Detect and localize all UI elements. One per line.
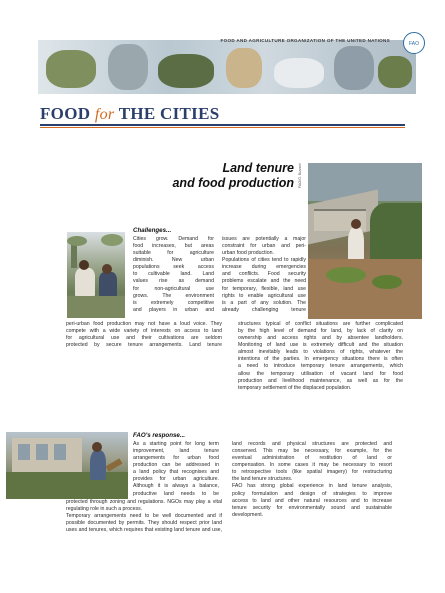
challenges-heading: Challenges... [133, 227, 172, 234]
text-line: Cities grow. Demand for [133, 236, 214, 242]
text-line: temporary settlement of the displaced population. [238, 384, 352, 391]
text-line: improvement, land tenure [133, 448, 219, 455]
text-line: Populations of cities tend to rapidly [222, 257, 306, 264]
text-line: increase during emergencies [222, 264, 306, 271]
article-title-line2: and food production [172, 176, 294, 190]
masthead-for: for [94, 106, 115, 123]
text-line: possible documented by permits. They should respect prior land [66, 520, 222, 527]
text-line: to cultivable land. Land [133, 271, 214, 278]
text-line: productive land needs to be [133, 490, 219, 497]
text-line: urban food production. [222, 250, 274, 257]
response-wide-left [66, 499, 222, 534]
text-line: protected by secure tenure arrangements. Land tenure [66, 342, 222, 349]
text-line: compete with a wide variety of interests on access to land [66, 328, 222, 335]
text-line: and conflicts. Food security [222, 271, 306, 278]
text-line: allow the temporary utilisation of vacant land for food [238, 370, 403, 377]
text-line: Temporary arrangements need to be well documented and if [66, 513, 222, 520]
masthead-cities: THE CITIES [118, 104, 220, 123]
response-heading: FAO's response... [133, 432, 186, 439]
text-line: tenure security for environmentally sound and sustainable [232, 504, 392, 511]
text-line: structures typical of conflict situations are further complicated [238, 321, 403, 327]
photo-credit: FAO/G. Bizzarri [298, 163, 302, 188]
text-line: by the high level of demand for land, by lack of clarity on [238, 328, 403, 335]
organization-name: FOOD AND AGRICULTURE ORGANIZATION OF THE UNITED NATIONS [220, 38, 390, 43]
text-line: development. [232, 511, 264, 518]
fao-logo-icon [403, 32, 425, 54]
masthead-title [40, 104, 220, 124]
text-line: for temporary, flexible, land use [222, 285, 306, 292]
article-title-line1: Land tenure [222, 161, 294, 175]
challenges-col2 [222, 236, 306, 314]
response-col2 [232, 441, 392, 519]
challenges-wide-right [238, 321, 403, 392]
masthead-rule-accent [40, 127, 405, 128]
ruined-building-photo [6, 432, 128, 499]
text-line: provides for urban agriculture. [133, 476, 219, 483]
masthead-food: FOOD [40, 104, 91, 123]
text-line: problems escalate and the need [222, 278, 306, 285]
text-line: protected through zoning and regulations. NGOs may play a vital [66, 499, 222, 505]
text-line: As a starting point for long term [133, 441, 219, 447]
text-line: policy formulation and design of strategies to improve [232, 490, 392, 497]
fao-logo-text: FAO [408, 41, 419, 47]
text-line: the land tenure structures. [232, 476, 293, 483]
text-line: conserved. This may be necessary, for example, for the [232, 448, 392, 455]
header-banner [38, 40, 416, 94]
text-line: food increases, but areas [133, 243, 214, 250]
text-line: suitable for agriculture [133, 250, 214, 257]
challenges-col1 [133, 236, 214, 314]
text-line: a need to introduce temporary tenure arrangements, which [238, 363, 403, 370]
text-line: access to land and other natural resources and to increase [232, 497, 392, 504]
text-line: land records and physical structures are protected and [232, 441, 392, 447]
article-title [86, 161, 294, 191]
text-line: intentions of the parties. In emergency situations there is often [238, 356, 403, 363]
text-line: Monitoring of land use is extremely difficult and the situation [238, 342, 403, 349]
text-line: rights to enable agricultural use [222, 292, 306, 299]
response-col1 [133, 441, 219, 498]
challenges-wide-left [66, 321, 222, 349]
text-line: values rise as demand [133, 278, 214, 285]
text-line: regulating role in such a process. [66, 506, 143, 513]
masthead-rule [40, 124, 405, 126]
text-line: and players in urban and [133, 306, 214, 313]
text-line: diminish. New urban [133, 257, 214, 264]
text-line: compensation. In some cases it may be necessary to resort [232, 462, 392, 469]
text-line: production can be addressed in [133, 462, 219, 469]
text-line: peri-urban food production may not have a loud voice. They [66, 321, 222, 327]
text-line: constraint for urban and peri- [222, 243, 306, 250]
text-line: eventual administration of restitution of land or [232, 455, 392, 462]
text-line: to retrospective tools (like spatial imagery) for restructuring [232, 469, 392, 476]
text-line: production and livelihood maintenance, as well as for the [238, 377, 403, 384]
hillside-garden-photo [308, 163, 422, 319]
text-line: uses and tenures, which requires that existing land tenure and use, [66, 527, 222, 534]
text-line: ownership and access rights and by absentee landholders. [238, 335, 403, 342]
text-line: a land policy that recognises and [133, 469, 219, 476]
text-line: arrangements for urban food [133, 455, 219, 462]
text-line: already challenging tenure [222, 306, 306, 313]
urban-farming-photo [67, 232, 125, 318]
text-line: is extremely competitive [133, 299, 214, 306]
text-line: populations seek access [133, 264, 214, 271]
text-line: FAO has strong global experience in land tenure analysis, [232, 483, 392, 490]
text-line: for non-agricultural use [133, 285, 214, 292]
text-line: for agricultural use and their cultivations are seldom [66, 335, 222, 342]
text-line: is a part of any solution. The [222, 299, 306, 306]
text-line: Although it is always a balance, [133, 483, 219, 490]
text-line: almost inevitably leads to violations of rights, whatever the [238, 349, 403, 356]
text-line: issues are potentially a major [222, 236, 306, 242]
text-line: grows. The environment [133, 292, 214, 299]
